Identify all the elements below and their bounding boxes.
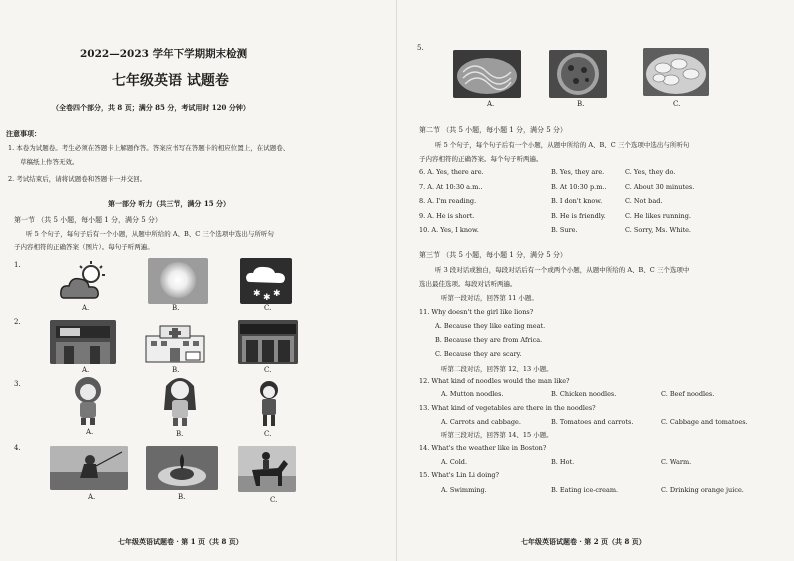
dumplings-photo bbox=[643, 48, 709, 96]
notice-1a: 1. 本卷为试题卷。考生必须在答题卡上解题作答。答案应书写在答题卡的相应位置上，在试题卷、 bbox=[8, 144, 290, 152]
question-4-number: 4. bbox=[14, 444, 21, 452]
choice-q8-a: 8. A. I'm reading. bbox=[419, 197, 477, 205]
question-2-number: 2. bbox=[14, 318, 21, 326]
svg-text:✱: ✱ bbox=[273, 289, 281, 299]
q11-option-b: B. Because they are from Africa. bbox=[435, 336, 543, 344]
horse-riding-photo bbox=[238, 446, 296, 492]
store-front-photo bbox=[238, 320, 298, 364]
conversation-1-instr: 听第一段对话，回答第 11 小题。 bbox=[441, 294, 538, 302]
section1-heading: 第一节 （共 5 小题，每小题 1 分，满分 5 分） bbox=[14, 216, 162, 224]
q4-option-b: B. bbox=[178, 493, 186, 501]
q14-option-b: B. Hot. bbox=[551, 458, 575, 466]
choice-q7-b: B. At 10:30 p.m.. bbox=[551, 182, 607, 191]
q11-option-a: A. Because they like eating meat. bbox=[435, 322, 546, 330]
q1-option-a: A. bbox=[82, 304, 90, 312]
question-12: 12. What kind of noodles would the man like? bbox=[419, 377, 570, 385]
exam-page-2 bbox=[397, 0, 794, 561]
q3-option-a: A. bbox=[86, 428, 94, 436]
q15-option-b: B. Eating ice-cream. bbox=[551, 486, 619, 494]
pizza-photo bbox=[549, 50, 607, 98]
q1-option-b: B. bbox=[172, 304, 180, 312]
q4-option-c: C. bbox=[270, 496, 278, 504]
section3-heading: 第三节 （共 5 小题，每小题 1 分，满分 5 分） bbox=[419, 251, 567, 259]
q11-option-c: C. Because they are scary. bbox=[435, 350, 522, 358]
fishing-man-photo bbox=[50, 446, 128, 490]
q13-option-a: A. Carrots and cabbage. bbox=[441, 418, 521, 426]
question-13: 13. What kind of vegetables are there in the noodles? bbox=[419, 404, 596, 412]
q2-option-a: A. bbox=[82, 366, 90, 374]
question-5-number: 5. bbox=[417, 44, 424, 52]
page-2-footer: 七年级英语试题卷 · 第 2 页（共 8 页） bbox=[521, 537, 646, 546]
question-11: 11. Why doesn't the girl like lions? bbox=[419, 308, 534, 316]
hospital-icon bbox=[142, 322, 208, 364]
q14-option-a: A. Cold. bbox=[441, 458, 468, 466]
noodles-photo bbox=[453, 50, 521, 98]
sunny-sky-photo bbox=[148, 258, 208, 304]
q2-option-c: C. bbox=[264, 366, 272, 374]
section3-instr-b: 选出最佳选项。每段对话听两遍。 bbox=[419, 280, 517, 288]
q13-option-b: B. Tomatoes and carrots. bbox=[551, 418, 634, 426]
exam-info: （全卷四个部分，共 8 页；满分 85 分，考试用时 120 分钟） bbox=[52, 103, 250, 112]
svg-text:✱: ✱ bbox=[253, 289, 261, 299]
conversation-3-instr: 听第三段对话，回答第 14、15 小题。 bbox=[441, 431, 553, 439]
choice-q9-c: C. He likes running. bbox=[625, 211, 691, 220]
section2-instr-b: 子内容相符的正确答案。每个句子听两遍。 bbox=[419, 155, 543, 163]
choice-q8-b: B. I don't know. bbox=[551, 197, 603, 205]
exam-title: 2022—2023 学年下学期期末检测 bbox=[80, 48, 248, 60]
choice-q10-c: C. Sorry, Ms. White. bbox=[625, 226, 691, 234]
q5-option-b: B. bbox=[577, 100, 585, 108]
section2-heading: 第二节 （共 5 小题，每小题 1 分，满分 5 分） bbox=[419, 126, 567, 134]
choice-q7-c: C. About 30 minutes. bbox=[625, 182, 695, 191]
choice-q9-a: 9. A. He is short. bbox=[419, 211, 475, 220]
choice-q10-a: 10. A. Yes, I know. bbox=[419, 226, 479, 234]
section3-instr-a: 听 3 段对话或独白，每段对话后有一个或两个小题，从题中所给的 A、B、C 三个选项中 bbox=[435, 266, 690, 274]
planting-hands-photo bbox=[146, 446, 218, 490]
short-hair-girl-illustration bbox=[254, 380, 284, 428]
notice-heading: 注意事项： bbox=[6, 129, 41, 138]
long-hair-girl-illustration bbox=[160, 374, 200, 428]
q12-option-b: B. Chicken noodles. bbox=[551, 390, 617, 398]
q12-option-c: C. Beef noodles. bbox=[661, 390, 715, 398]
q4-option-a: A. bbox=[88, 493, 96, 501]
snow-cloud-icon bbox=[240, 258, 292, 304]
svg-text:✱: ✱ bbox=[263, 293, 271, 303]
exam-subtitle: 七年级英语 试题卷 bbox=[112, 73, 229, 89]
choice-q9-b: B. He is friendly. bbox=[551, 211, 606, 220]
conversation-2-instr: 听第二段对话，回答第 12、13 小题。 bbox=[441, 365, 553, 373]
q5-option-c: C. bbox=[673, 100, 681, 108]
question-1-number: 1. bbox=[14, 261, 21, 269]
question-15: 15. What's Lin Li doing? bbox=[419, 471, 500, 479]
choice-q6-b: B. Yes, they are. bbox=[551, 168, 605, 176]
curly-hair-girl-illustration bbox=[70, 376, 106, 426]
choice-q6-a: 6. A. Yes, there are. bbox=[419, 168, 484, 176]
cloudy-sun-icon bbox=[58, 260, 108, 304]
q15-option-a: A. Swimming. bbox=[441, 486, 487, 494]
question-14: 14. What's the weather like in Boston? bbox=[419, 444, 547, 452]
question-3-number: 3. bbox=[14, 380, 21, 388]
notice-2: 2. 考试结束后，请将试题卷和答题卡一并交回。 bbox=[8, 175, 147, 183]
page-1-footer: 七年级英语试题卷 · 第 1 页（共 8 页） bbox=[118, 537, 243, 546]
section1-instr-b: 子内容相符的正确答案（图片）。每句子听两遍。 bbox=[14, 243, 154, 251]
choice-q8-c: C. Not bad. bbox=[625, 197, 663, 205]
part1-heading: 第一部分 听力（共三节，满分 15 分） bbox=[108, 199, 231, 208]
bank-building-photo bbox=[50, 320, 116, 364]
section2-instr-a: 听 5 个句子，每个句子后有一个小题，从题中所给的 A、B、C 三个选项中选出与所听句 bbox=[435, 141, 690, 149]
choice-q10-b: B. Sure. bbox=[551, 226, 578, 234]
q12-option-a: A. Mutton noodles. bbox=[441, 390, 504, 398]
q2-option-b: B. bbox=[172, 366, 180, 374]
q15-option-c: C. Drinking orange juice. bbox=[661, 486, 744, 494]
q13-option-c: C. Cabbage and tomatoes. bbox=[661, 418, 748, 426]
choice-q6-c: C. Yes, they do. bbox=[625, 168, 676, 176]
q3-option-b: B. bbox=[176, 430, 184, 438]
q5-option-a: A. bbox=[487, 100, 495, 108]
q1-option-c: C. bbox=[264, 304, 272, 312]
notice-1b: 草稿纸上作答无效。 bbox=[20, 158, 79, 166]
q14-option-c: C. Warm. bbox=[661, 458, 692, 466]
q3-option-c: C. bbox=[264, 430, 272, 438]
section1-instr-a: 听 5 个句子，每句子后有一个小题，从题中所给的 A、B、C 三个选项中选出与所听句 bbox=[26, 230, 274, 238]
choice-q7-a: 7. A. At 10:30 a.m.. bbox=[419, 182, 483, 191]
